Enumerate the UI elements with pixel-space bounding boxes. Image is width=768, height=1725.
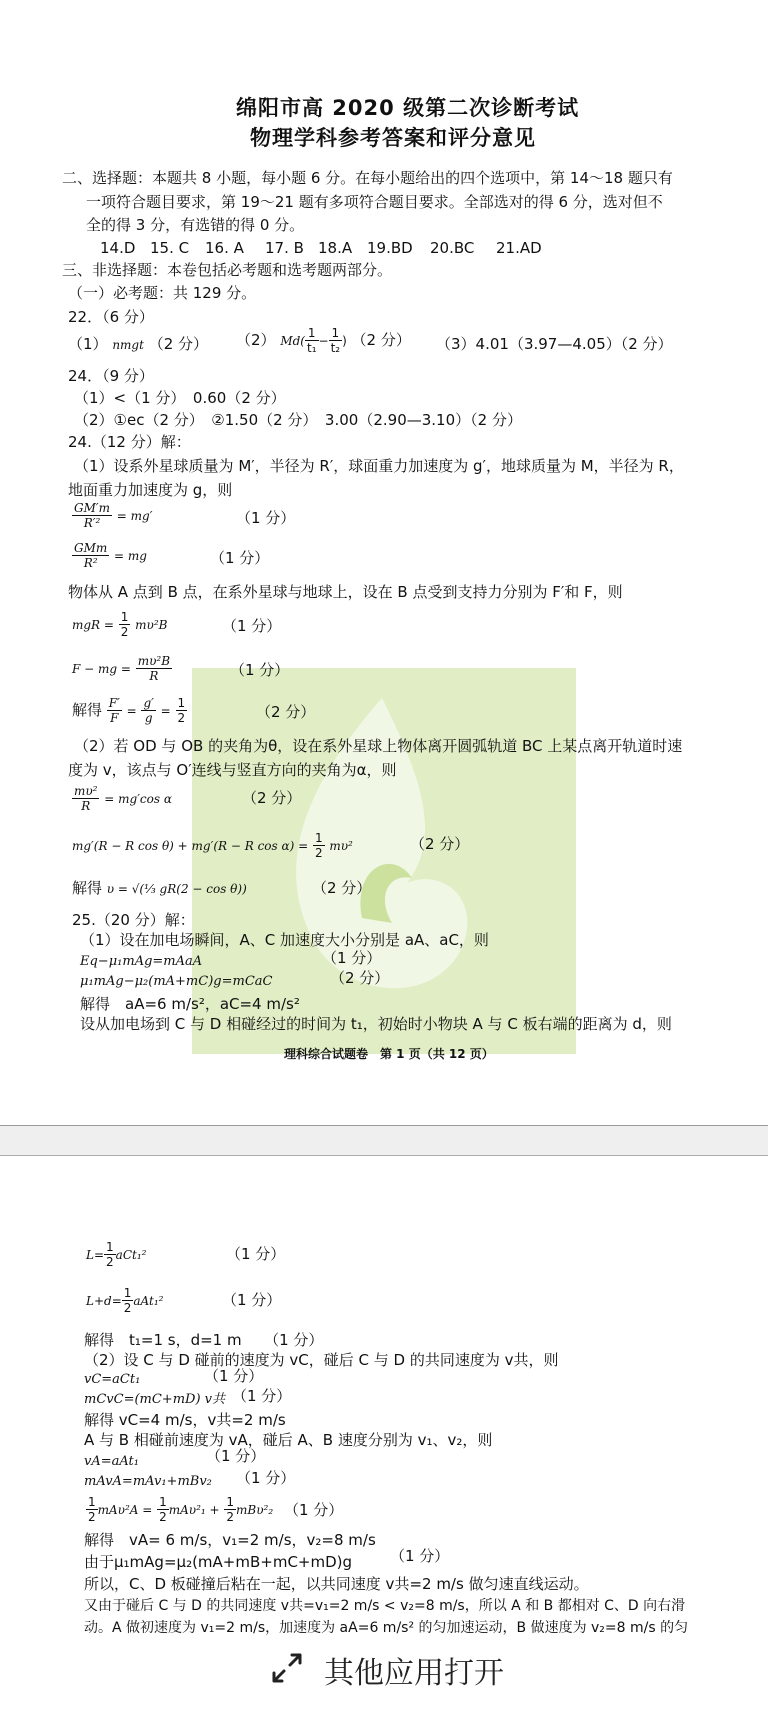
- fraction: [329, 326, 343, 355]
- score-note: （1 分）: [232, 1387, 292, 1405]
- score-note: （1 分）: [206, 1447, 266, 1465]
- equation-rhs: = mg: [114, 549, 147, 563]
- score-note: （1 分）: [284, 1501, 344, 1519]
- denominator: R²: [83, 556, 98, 570]
- p2-equation: [86, 1494, 273, 1525]
- p2-equation: mAvA=mAv₁+mBv₂: [84, 1474, 212, 1489]
- score-note: （1 分）: [236, 1469, 296, 1487]
- open-button-label: 其他应用打开: [324, 1656, 504, 1691]
- equation-1: [72, 500, 152, 531]
- q22-part-label: （2）: [236, 331, 276, 349]
- minus-sign: −: [318, 334, 329, 348]
- fraction: [176, 696, 188, 725]
- score-note: （2 分）: [148, 335, 209, 353]
- denominator: g: [144, 711, 153, 725]
- score-note: （2 分）: [330, 969, 390, 987]
- denominator: R: [81, 799, 91, 813]
- choice-answer: 21.AD: [496, 239, 542, 257]
- score-note: （1 分）: [226, 1245, 286, 1263]
- fraction: [72, 784, 99, 813]
- fraction: [119, 610, 131, 639]
- equation-lhs: mgR =: [72, 618, 114, 632]
- p2-equation: vA=aAt₁: [84, 1454, 139, 1469]
- fraction: [136, 654, 172, 683]
- equation-8: [72, 878, 247, 899]
- score-note: （1 分）: [210, 549, 270, 567]
- score-note: （1 分）: [222, 1291, 282, 1309]
- numerator: 1: [329, 326, 343, 341]
- equation-term: mBυ²₂: [236, 1503, 274, 1517]
- q22-heading: 22．（6 分）: [68, 308, 154, 326]
- numerator: GMm: [74, 541, 108, 555]
- numerator: 1: [159, 1495, 167, 1509]
- q25-equation: μ₁mAg−μ₂(mA+mC)g=mCaC: [80, 974, 273, 989]
- q24b-line: 物体从 A 点到 B 点，在系外星球与地球上，设在 B 点受到支持力分别为 F′和 F，则: [68, 583, 623, 601]
- equation-rhs: mυ²B: [135, 618, 168, 632]
- q25-line: 解得 aA=6 m/s²，aC=4 m/s²: [80, 995, 300, 1013]
- q22-answer-1: [68, 334, 208, 355]
- denominator: 2: [106, 1255, 114, 1269]
- score-note: （2 分）: [351, 331, 411, 349]
- q22-answer-2: [236, 326, 411, 355]
- denominator: 2: [159, 1510, 167, 1524]
- p2-line: 所以，C、D 板碰撞后粘在一起，以共同速度 v共=2 m/s 做匀速直线运动。: [84, 1575, 589, 1593]
- q24a-heading: 24．（9 分）: [68, 367, 154, 385]
- numerator: 1: [314, 831, 323, 845]
- score-note: （1 分）: [230, 661, 290, 679]
- fraction: [72, 501, 112, 530]
- choice-answer: 19.BD: [367, 239, 413, 257]
- numerator: 1: [120, 610, 129, 624]
- equation-2: [72, 540, 147, 571]
- q25-line: 设从加电场到 C 与 D 相碰经过的时间为 t₁，初始时小物块 A 与 C 板右端的距离为 d，则: [80, 1015, 672, 1033]
- q24b-line: （1）设系外星球质量为 M′，半径为 R′，球面重力加速度为 g′，地球质量为 M，半径为 R，: [74, 457, 684, 475]
- p2-line: 又由于碰后 C 与 D 的共同速度 v共=v₁=2 m/s < v₂=8 m/s，所以 A 和 B 都相对 C、D 向右滑: [84, 1598, 686, 1614]
- choice-answer: 17. B: [265, 239, 304, 257]
- score-note: （1 分）: [236, 509, 296, 527]
- p2-equation: mCvC=(mC+mD) v共: [84, 1392, 225, 1407]
- q24b-line: 度为 v，该点与 O′连线与竖直方向的夹角为α，则: [68, 761, 397, 779]
- equation-rhs: mυ²: [329, 839, 353, 853]
- q25-heading: 25.（20 分）解：: [72, 911, 195, 929]
- equation-6: [72, 782, 172, 815]
- solution-label: 解得: [72, 879, 103, 897]
- numerator: F′: [108, 696, 120, 710]
- numerator: mυ²: [74, 784, 98, 798]
- score-note: （1 分）: [390, 1547, 450, 1565]
- choice-answer: 18.A: [318, 239, 353, 257]
- choice-answer: 20.BC: [430, 239, 475, 257]
- p2-line: 解得 t₁=1 s，d=1 m （1 分）: [84, 1331, 324, 1349]
- p2-line: 解得 vA= 6 m/s，v₁=2 m/s，v₂=8 m/s: [84, 1531, 376, 1549]
- q22-expression: Md(: [280, 334, 305, 348]
- p2-line: A 与 B 相碰前速度为 vA，碰后 A、B 速度分别为 v₁、v₂，则: [84, 1431, 493, 1449]
- fraction: [224, 1495, 236, 1524]
- answer-sheet-page-2: [0, 1155, 768, 1646]
- score-note: （2 分）: [256, 703, 316, 721]
- fraction: [104, 1240, 116, 1269]
- denominator: R: [149, 669, 159, 683]
- p2-line: 动。A 做初速度为 v₁=2 m/s，加速度为 aA=6 m/s² 的匀加速运动，B 做速度为 v₂=8 m/s 的匀: [84, 1620, 689, 1636]
- fraction: [313, 831, 325, 860]
- fraction: [72, 541, 109, 570]
- equation-5: 解得 $\frac{F'}{F}$ = $\frac{g'}{g}$ = $\frac{1}{2}$: [72, 696, 186, 725]
- denominator: 2: [177, 711, 186, 725]
- p2-line: 由于μ₁mAg=μ₂(mA+mB+mC+mD)g: [84, 1553, 353, 1571]
- fraction: [122, 1286, 134, 1315]
- denominator: 2: [123, 1301, 132, 1315]
- denominator: t₂: [330, 341, 341, 355]
- q25-equation: Eq−μ₁mAg=mAaA: [80, 954, 203, 969]
- denominator: t₁: [306, 341, 317, 355]
- fraction: [86, 1495, 98, 1524]
- p2-equation: [86, 1238, 146, 1271]
- equation-rhs: = mg′: [116, 509, 153, 523]
- equation-lhs: F − mg =: [72, 662, 131, 676]
- denominator: F: [110, 711, 119, 725]
- score-note: （2 分）: [410, 835, 470, 853]
- q25-line: （1）设在加电场瞬间，A、C 加速度大小分别是 aA、aC，则: [80, 931, 489, 949]
- paren: ): [342, 334, 347, 348]
- title-line-2: 物理学科参考答案和评分意见: [250, 126, 536, 150]
- numerator: 1: [226, 1495, 235, 1509]
- choice-answer: 16. A: [205, 239, 244, 257]
- numerator: GM′m: [74, 501, 110, 515]
- equation-rhs: aAt₁²: [133, 1294, 164, 1308]
- numerator: 1: [305, 326, 319, 341]
- choice-answer: 14.D: [100, 239, 136, 257]
- section-2-text: 一项符合题目要求，第 19～21 题有多项符合题目要求。全部选对的得 6 分，选对但不: [86, 193, 663, 211]
- numerator: g′: [143, 696, 154, 710]
- section-2-text: 二、选择题：本题共 8 小题，每小题 6 分。在每小题给出的四个选项中，第 14～18 题只有: [62, 169, 673, 187]
- choice-answer: 15. C: [150, 239, 190, 257]
- fraction: [305, 326, 319, 355]
- denominator: 2: [120, 625, 129, 639]
- open-with-other-app-button[interactable]: [268, 1650, 504, 1690]
- equation-lhs: mg′(R − R cos θ) + mg′(R − R cos α) =: [72, 839, 309, 853]
- equation-rhs: = mg′cos α: [104, 792, 172, 806]
- equation-rhs: aCt₁²: [115, 1248, 147, 1262]
- fraction: [157, 1495, 169, 1524]
- p2-equation: [86, 1284, 163, 1317]
- q22-answer-3: （3）4.01（3.97—4.05）（2 分）: [436, 335, 673, 353]
- q24a-line: （1）<（1 分） 0.60（2 分）: [74, 389, 286, 407]
- denominator: 2: [314, 846, 323, 860]
- section-3-1-text: （一）必考题：共 129 分。: [68, 284, 257, 302]
- equation-3: [72, 608, 167, 641]
- numerator: 1: [123, 1286, 132, 1300]
- q22-expression: nmgt: [112, 338, 144, 352]
- q24b-line: （2）若 OD 与 OB 的夹角为θ，设在系外星球上物体离开圆弧轨道 BC 上某点离开轨道时速: [74, 737, 683, 755]
- solution-label: 解得: [72, 701, 103, 719]
- p2-equation: vC=aCt₁: [84, 1372, 141, 1387]
- equation-lhs: L+d=: [86, 1294, 122, 1308]
- score-note: （2 分）: [242, 789, 302, 807]
- equation-expression: υ = √(⅓ gR(2 − cos θ)): [106, 882, 247, 896]
- p2-line: 解得 vC=4 m/s，v共=2 m/s: [84, 1411, 286, 1429]
- equation-term: mAυ²₁ +: [168, 1503, 220, 1517]
- numerator: 1: [88, 1495, 96, 1509]
- numerator: 1: [106, 1240, 114, 1254]
- numerator: 1: [177, 696, 186, 710]
- score-note: （1 分）: [222, 617, 282, 635]
- expand-arrows-icon: [268, 1649, 306, 1691]
- denominator: R′²: [83, 516, 101, 530]
- page-gap: [0, 1126, 768, 1154]
- score-note: （1 分）: [322, 949, 382, 967]
- score-note: （1 分）: [204, 1367, 264, 1385]
- denominator: 2: [88, 1510, 96, 1524]
- p2-line: （2）设 C 与 D 碰前的速度为 vC，碰后 C 与 D 的共同速度为 v共，则: [84, 1351, 559, 1369]
- q22-part-label: （1）: [68, 335, 108, 353]
- equation-4: [72, 652, 172, 685]
- equation-term: mAυ²A =: [97, 1503, 153, 1517]
- fraction: [107, 696, 122, 725]
- denominator: 2: [226, 1510, 235, 1524]
- fraction: [141, 696, 155, 725]
- q24b-line: 地面重力加速度为 g，则: [68, 481, 233, 499]
- score-note: （2 分）: [312, 879, 372, 897]
- page-footer: 理科综合试题卷 第 1 页（共 12 页）: [284, 1047, 494, 1061]
- equation-7: [72, 830, 353, 861]
- section-3-text: 三、非选择题：本卷包括必考题和选考题两部分。: [62, 261, 393, 279]
- equation-lhs: L=: [86, 1248, 105, 1262]
- q24b-heading: 24.（12 分）解：: [68, 433, 191, 451]
- title-line-1: 绵阳市高 2020 级第二次诊断考试: [236, 96, 580, 120]
- q24a-line: （2）①ec（2 分） ②1.50（2 分） 3.00（2.90—3.10）（2 分）: [74, 411, 522, 429]
- numerator: mυ²B: [137, 654, 171, 668]
- section-2-text: 全的得 3 分，有选错的得 0 分。: [86, 216, 305, 234]
